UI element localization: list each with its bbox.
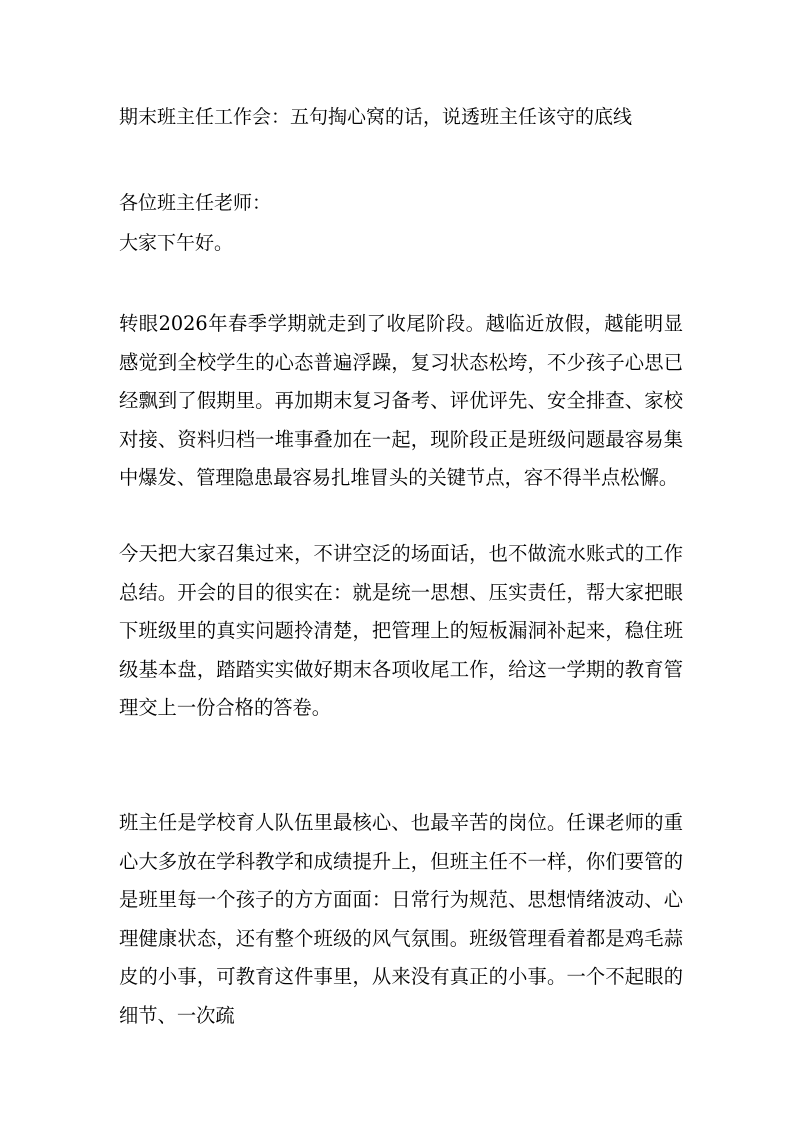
paragraph-1: 转眼2026年春季学期就走到了收尾阶段。越临近放假，越能明显感觉到全校学生的心态普遍浮躁，复习状态松垮，不少孩子心思已经飘到了假期里。再加期末复习备考、评优评先、安全排查、家校对接、资料归档一堆事叠加在一起，现阶段正是班级问题最容易集中爆发、管理隐患最容易扎堆冒头的关键节点，容不得半点松懈。 xyxy=(119,312,683,490)
document-title: 期末班主任工作会：五句掏心窝的话，说透班主任该守的底线 xyxy=(119,106,633,128)
salutation: 各位班主任老师： xyxy=(119,192,272,214)
paragraph-2: 今天把大家召集过来，不讲空泛的场面话，也不做流水账式的工作总结。开会的目的很实在：就是统一思想、压实责任，帮大家把眼下班级里的真实问题拎清楚，把管理上的短板漏洞补起来，稳住班级基本盘，踏踏实实做好期末各项收尾工作，给这一学期的教育管理交上一份合格的答卷。 xyxy=(119,542,683,720)
greeting: 大家下午好。 xyxy=(119,232,234,254)
paragraph-3: 班主任是学校育人队伍里最核心、也最辛苦的岗位。任课老师的重心大多放在学科教学和成绩提升上，但班主任不一样，你们要管的是班里每一个孩子的方方面面：日常行为规范、思想情绪波动、心理健康状态，还有整个班级的风气氛围。班级管理看着都是鸡毛蒜皮的小事，可教育这件事里，从来没有真正的小事。一个不起眼的细节、一次疏 xyxy=(119,811,683,1027)
